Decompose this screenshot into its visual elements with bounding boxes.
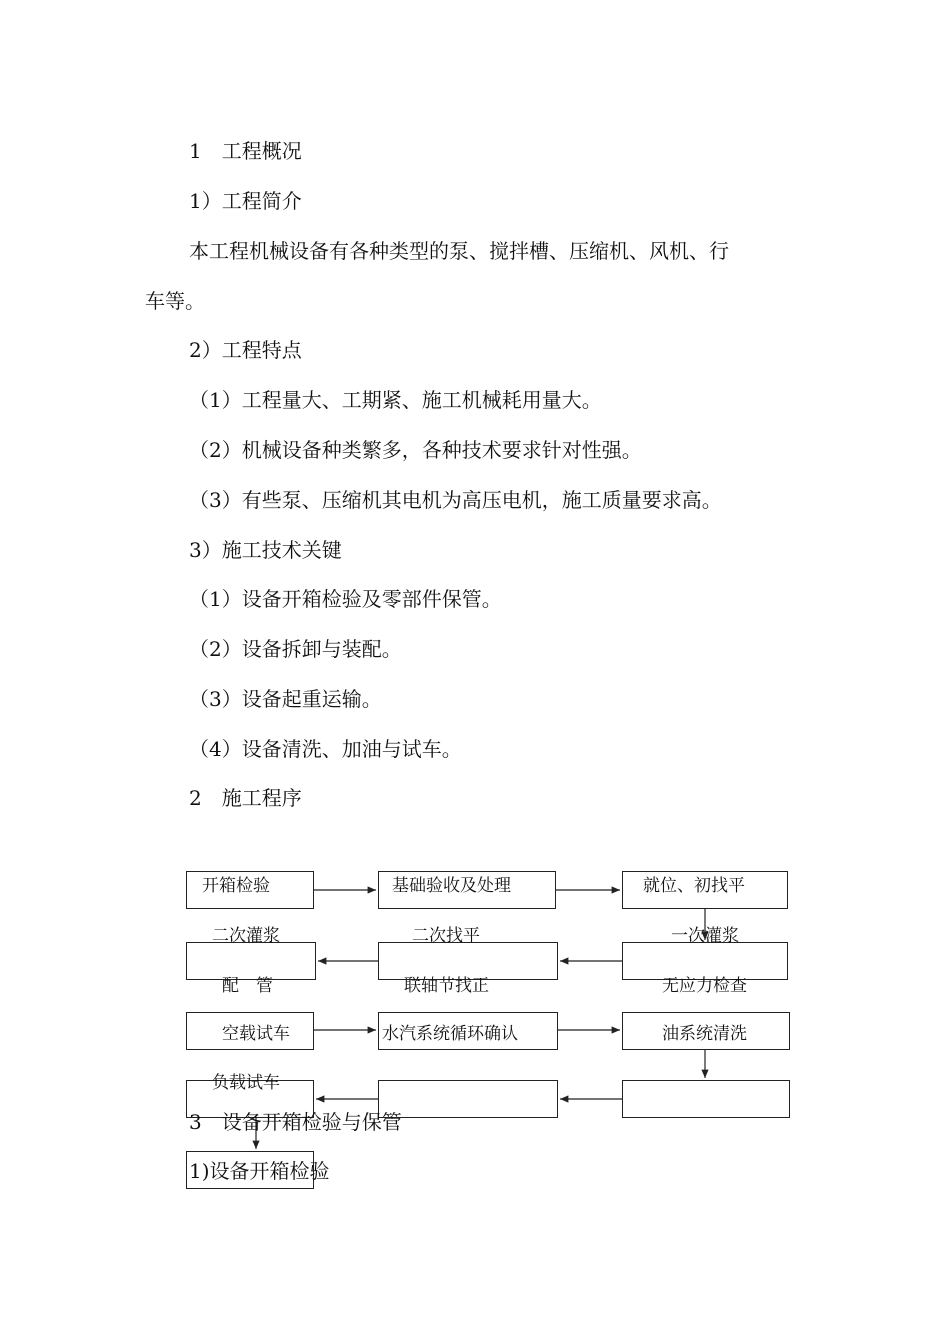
feature-item-2: （2）机械设备种类繁多，各种技术要求针对性强。 bbox=[189, 438, 642, 462]
flow-label-stress-check: 无应力检查 bbox=[662, 976, 747, 996]
paragraph-line-2: 车等。 bbox=[145, 289, 205, 313]
flow-label-first-grouting: 一次灌浆 bbox=[671, 926, 739, 946]
feature-item-3: （3）有些泵、压缩机其电机为高压电机，施工质量要求高。 bbox=[189, 488, 722, 512]
flow-label-unpack-inspect: 开箱检验 bbox=[202, 876, 270, 896]
flow-label-load-test: 负载试车 bbox=[212, 1073, 280, 1093]
section-3-heading: 3 设备开箱检验与保管 bbox=[189, 1110, 402, 1134]
subsection-1-1-title: 1）工程简介 bbox=[189, 189, 302, 213]
key-item-1: （1）设备开箱检验及零部件保管。 bbox=[189, 587, 502, 611]
flow-label-no-load-test: 空载试车 bbox=[222, 1024, 290, 1044]
flow-label-water-steam: 水汽系统循环确认 bbox=[382, 1024, 518, 1044]
key-item-3: （3）设备起重运输。 bbox=[189, 687, 382, 711]
flow-label-second-grouting: 二次灌浆 bbox=[212, 926, 280, 946]
key-item-4: （4）设备清洗、加油与试车。 bbox=[189, 737, 462, 761]
paragraph-line-1: 本工程机械设备有各种类型的泵、搅拌槽、压缩机、风机、行 bbox=[189, 239, 729, 263]
flow-label-position: 就位、初找平 bbox=[643, 876, 745, 896]
flow-label-foundation: 基础验收及处理 bbox=[392, 876, 511, 896]
flow-label-piping: 配 管 bbox=[222, 976, 273, 996]
flow-label-coupling-alignment: 联轴节找正 bbox=[404, 976, 489, 996]
flow-label-second-leveling: 二次找平 bbox=[412, 926, 480, 946]
key-item-2: （2）设备拆卸与装配。 bbox=[189, 637, 402, 661]
section-1-heading: 1 工程概况 bbox=[189, 139, 302, 163]
subsection-3-1-title: 1)设备开箱检验 bbox=[189, 1159, 330, 1183]
section-2-heading: 2 施工程序 bbox=[189, 786, 302, 810]
subsection-1-2-title: 2）工程特点 bbox=[189, 338, 302, 362]
flow-label-oil-cleaning: 油系统清洗 bbox=[662, 1024, 747, 1044]
subsection-1-3-title: 3）施工技术关键 bbox=[189, 538, 342, 562]
feature-item-1: （1）工程量大、工期紧、施工机械耗用量大。 bbox=[189, 388, 602, 412]
